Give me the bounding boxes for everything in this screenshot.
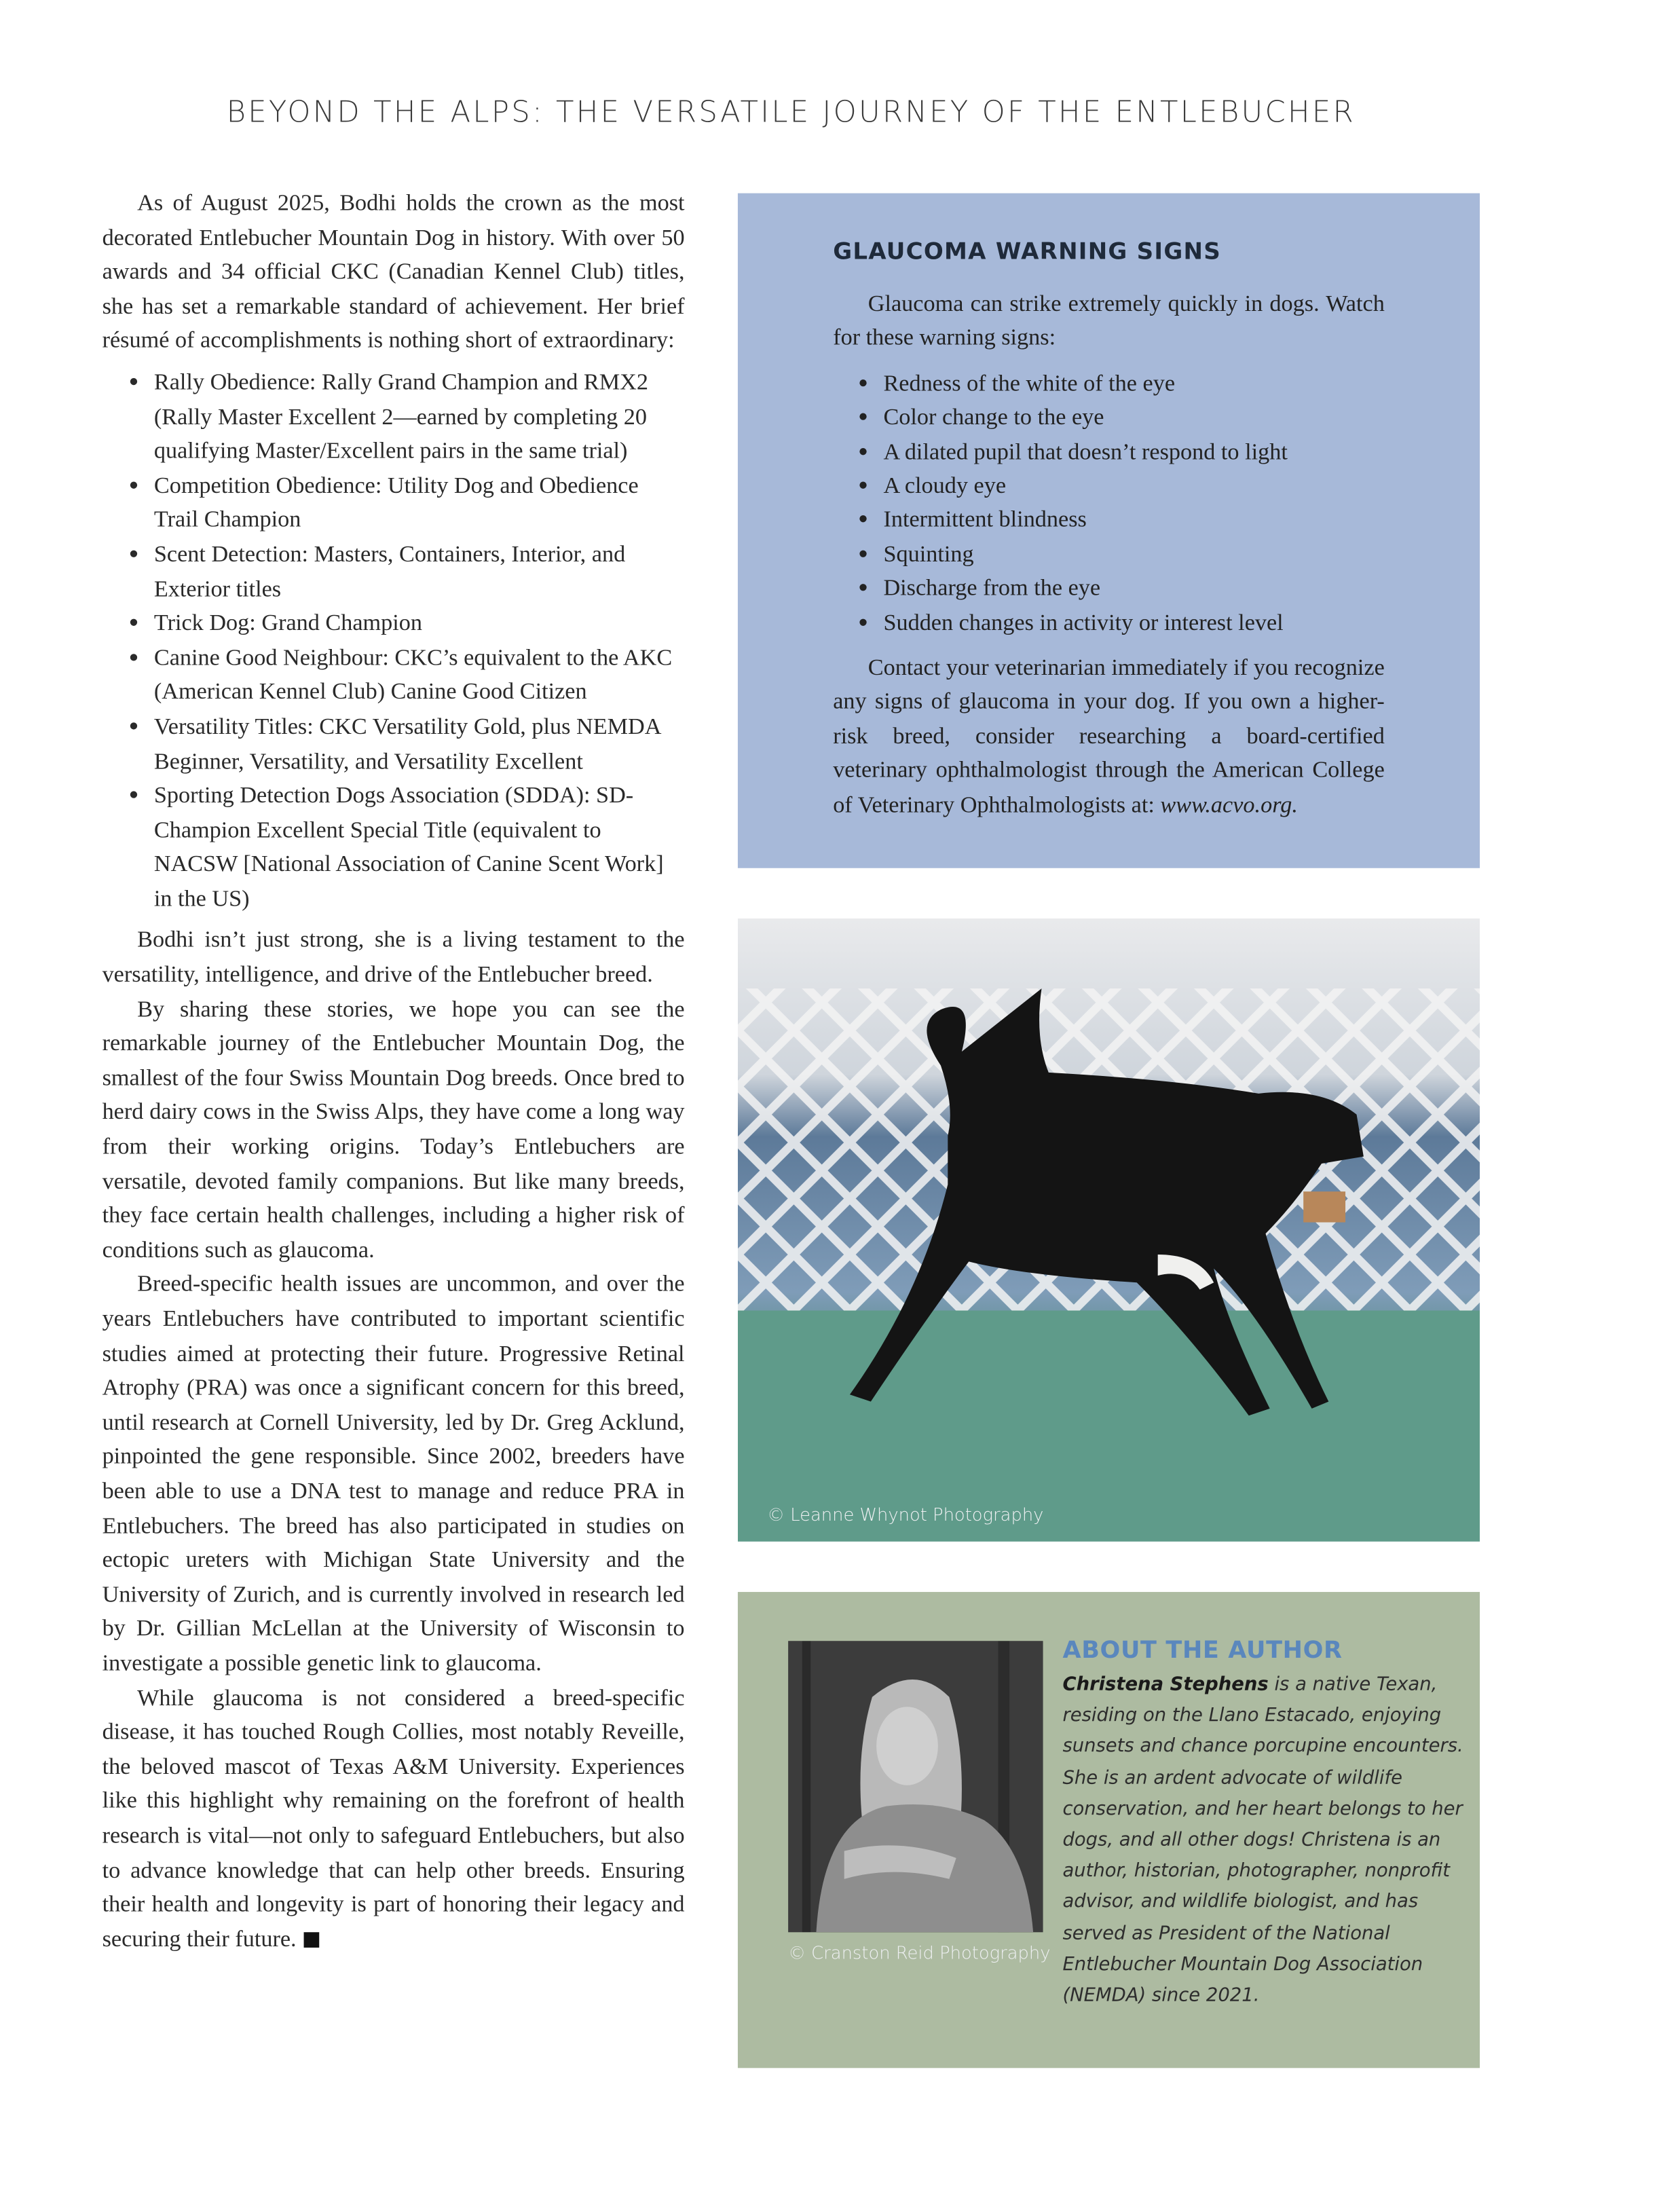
list-item: • Sporting Detection Dogs Association (SDDA): SD-Champion Excellent Special Title (equivalent to NACSW [National Association of Canine Scent Work] in the US) [154,779,685,916]
dog-image [738,918,1480,1542]
about-author-heading: ABOUT THE AUTHOR [1062,1637,1343,1665]
acvo-link[interactable]: www.acvo.org. [1160,790,1298,817]
dog-photo [738,918,1480,1542]
author-image [788,1641,1043,1932]
list-item: • Competition Obedience: Utility Dog and Obedience Trail Champion [154,468,685,537]
list-item: • Intermittent blindness [883,503,1384,537]
list-item: • A dilated pupil that doesn’t respond to light [883,435,1384,469]
article-column [102,186,685,1956]
article-paragraph-last [102,1681,685,1956]
author-photo-credit: © Cranston Reid Photography [788,1942,1051,1963]
list-item: • Scent Detection: Masters, Containers, Interior, and Exterior titles [154,538,685,606]
sidebar-intro: Glaucoma can strike extremely quickly in dogs. Watch for these warning signs: [833,289,1385,351]
list-item: • Color change to the eye [883,401,1384,434]
list-item: • Trick Dog: Grand Champion [154,606,685,641]
sidebar-outro [833,651,1385,822]
sidebar-title: GLAUCOMA WARNING SIGNS [833,238,1221,265]
article-intro: As of August 2025, Bodhi holds the crown as the most decorated Entlebucher Mountain Dog in history. With over 50 awards and 34 official CKC (Canadian Kennel Club) titles, she has set a remarkable standard of achievement. Her brief résumé of accomplishments is nothing short of extraordinary: [102,189,685,354]
glaucoma-sidebar [738,193,1480,868]
list-item: • Sudden changes in activity or interest level [883,606,1384,639]
list-item: • A cloudy eye [883,469,1384,503]
list-item: • Rally Obedience: Rally Grand Champion and RMX2 (Rally Master Excellent 2—earned by completing 20 qualifying Master/Excellent pairs in the same trial) [154,365,685,468]
author-bio-text: is a native Texan, residing on the Llano Estacado, enjoying sunsets and chance porcupine encounters. She is an ardent advocate of wildlife conservation, and her heart belongs to her dogs, and all other dogs! Christena is an author, historian, photographer, nonprofit advisor, and wildlife biologist, and has served as President of the National Entlebucher Mountain Dog Association (NEMDA) since 2021. [1062,1674,1463,2007]
article-paragraph: Bodhi isn’t just strong, she is a living testament to the versatility, intelligence, and drive of the Entlebucher breed. [102,926,685,988]
author-name: Christena Stephens [1062,1674,1269,1696]
page-title: BEYOND THE ALPS: THE VERSATILE JOURNEY OF THE ENTLEBUCHER [226,95,1356,129]
accomplishments-list [102,365,685,916]
sidebar-outro-text: Contact your veterinarian immediately if you recognize any signs of glaucoma in your dog. If you own a higher-risk breed, consider researching a board-certified veterinary ophthalmologist through the American College of Veterinary Ophthalmologists at: [833,654,1385,817]
list-item: • Canine Good Neighbour: CKC’s equivalent to the AKC (American Kennel Club) Canine Good Citizen [154,641,685,709]
author-photo [788,1641,1043,1932]
list-item: • Versatility Titles: CKC Versatility Gold, plus NEMDA Beginner, Versatility, and Versatility Excellent [154,709,685,778]
article-paragraph: By sharing these stories, we hope you can see the remarkable journey of the Entlebucher Mountain Dog, the smallest of the four Swiss Mountain Dog breeds. Once bred to herd dairy cows in the Swiss Alps, they have come a long way from their working origins. Today’s Entlebuchers are versatile, devoted family companions. But like many breeds, they face certain health challenges, including a higher risk of conditions such as glaucoma. [102,995,685,1263]
article-paragraph: Breed-specific health issues are uncommon, and over the years Entlebuchers have contributed to important scientific studies aimed at protecting their future. Progressive Retinal Atrophy (PRA) was once a significant concern for this breed, until research at Cornell University, led by Dr. Greg Acklund, pinpointed the gene responsible. Since 2002, breeders have been able to use a DNA test to manage and reduce PRA in Entlebuchers. The breed has also participated in studies on ectopic ureters with Michigan State University and the University of Zurich, and is currently involved in research led by Dr. Gillian McLellan at the University of Wisconsin to investigate a possible genetic link to glaucoma. [102,1270,685,1676]
list-item: • Redness of the white of the eye [883,367,1384,401]
about-author-box [738,1592,1480,2068]
photo-credit: © Leanne Whynot Photography [767,1504,1044,1525]
article-paragraph-text: While glaucoma is not considered a breed-specific disease, it has touched Rough Collies, most notably Reveille, the beloved mascot of Texas A&M University. Experiences like this highlight why remaining on the forefront of health research is vital—not only to safeguard Entlebuchers, but also to advance knowledge that can help other breeds. Ensuring their health and longevity is part of honoring their legacy and securing their future. [102,1684,685,1952]
end-mark-icon [303,1932,319,1948]
list-item: • Discharge from the eye [883,572,1384,606]
list-item: • Squinting [883,538,1384,572]
author-bio [1062,1671,1468,2013]
warning-signs-list [833,367,1385,640]
